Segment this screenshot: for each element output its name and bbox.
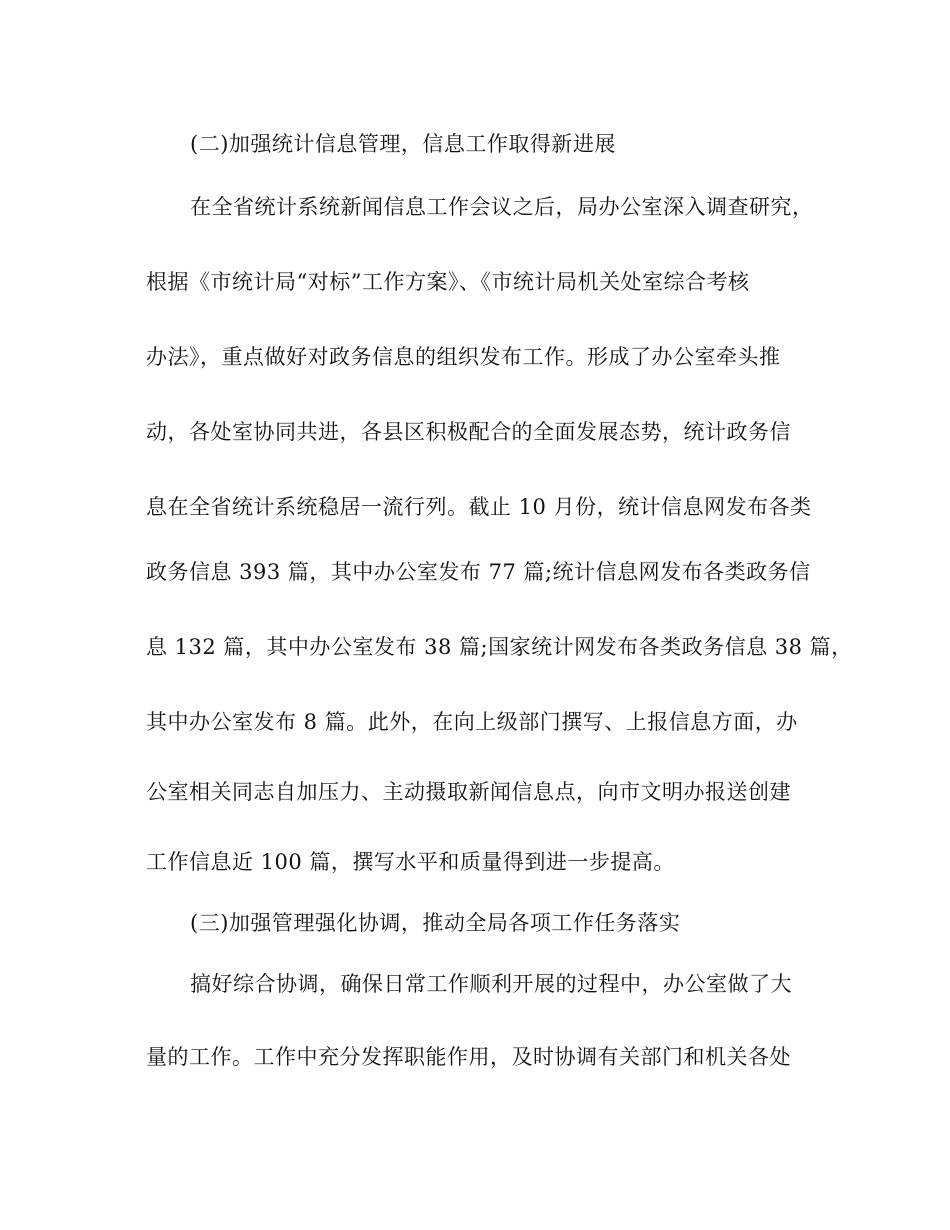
paragraph-line: 量的工作。工作中充分发挥职能作用，及时协调有关部门和机关各处	[146, 1045, 791, 1069]
paragraph-line: 息在全省统计系统稳居一流行列。截止 10 月份，统计信息网发布各类	[146, 495, 812, 519]
paragraph-line: 搞好综合协调，确保日常工作顺利开展的过程中，办公室做了大	[190, 972, 792, 996]
section-3-heading: (三)加强管理强化协调，推动全局各项工作任务落实	[190, 911, 681, 935]
paragraph-line: 在全省统计系统新闻信息工作会议之后，局办公室深入调查研究，	[190, 195, 814, 219]
paragraph-line: 其中办公室发布 8 篇。此外，在向上级部门撰写、上报信息方面，办	[146, 710, 798, 734]
paragraph-line: 根据《市统计局“对标”工作方案》、《市统计局机关处室综合考核	[146, 270, 750, 294]
paragraph-line: 公室相关同志自加压力、主动摄取新闻信息点，向市文明办报送创建	[146, 780, 791, 804]
paragraph-line: 工作信息近 100 篇，撰写水平和质量得到进一步提高。	[146, 850, 675, 874]
paragraph-line: 动，各处室协同共进，各县区积极配合的全面发展态势，统计政务信	[146, 420, 791, 444]
section-2-heading: (二)加强统计信息管理，信息工作取得新进展	[190, 132, 616, 156]
paragraph-line: 息 132 篇，其中办公室发布 38 篇;国家统计网发布各类政务信息 38 篇，	[146, 635, 853, 659]
paragraph-line: 政务信息 393 篇，其中办公室发布 77 篇;统计信息网发布各类政务信	[146, 560, 811, 584]
paragraph-line: 办法》，重点做好对政务信息的组织发布工作。形成了办公室牵头推	[146, 345, 781, 369]
